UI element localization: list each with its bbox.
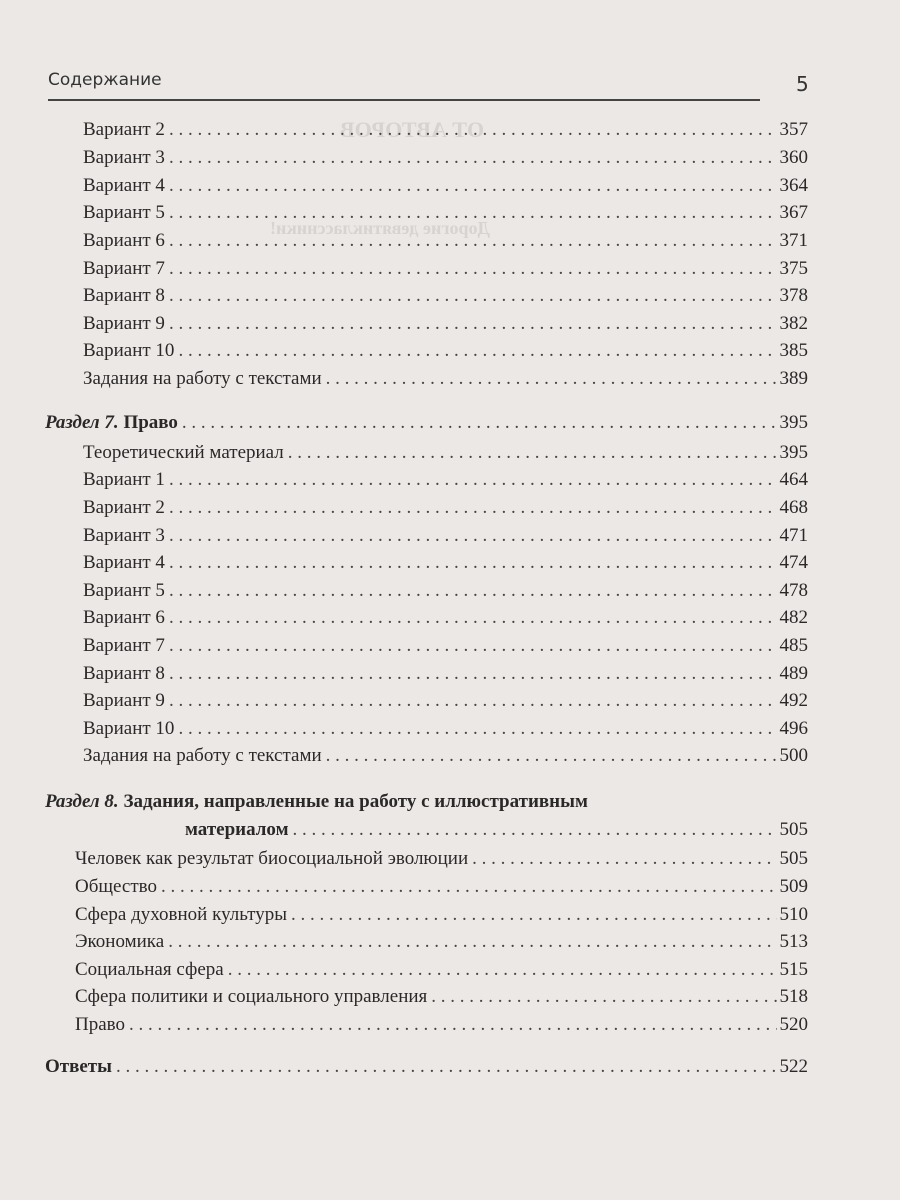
dot-leader xyxy=(116,1055,777,1079)
toc-entry[interactable]: Вариант 4 . . . 364 xyxy=(83,174,808,198)
toc-entry[interactable]: Экономика . . . 513 xyxy=(75,930,808,954)
toc-entry[interactable]: Сфера политики и социального управления . . . 518 xyxy=(75,985,808,1009)
toc-section-8[interactable]: материалом . . . 505 xyxy=(185,818,808,842)
dot-leader xyxy=(129,1013,777,1037)
toc-entry[interactable]: Вариант 2 . . . 357 xyxy=(83,118,808,142)
dot-leader xyxy=(169,551,777,575)
toc-entry[interactable]: Задания на работу с текстами . . . 389 xyxy=(83,367,808,391)
toc-page: 389 xyxy=(779,368,808,389)
toc-answers[interactable]: Ответы . . . 522 xyxy=(45,1055,808,1079)
header-rule xyxy=(48,99,760,101)
toc-page: 474 xyxy=(779,552,808,573)
toc-page: 378 xyxy=(779,285,808,306)
bleed-through-subheading: Дорогие девятиклассники! xyxy=(270,218,490,238)
toc-entry[interactable]: Задания на работу с текстами . . . 500 xyxy=(83,744,808,768)
dot-leader xyxy=(169,468,777,492)
dot-leader xyxy=(169,257,777,281)
toc-page: 505 xyxy=(779,819,808,840)
dot-leader xyxy=(472,847,776,871)
toc-page: 505 xyxy=(779,848,808,869)
toc-section-8-title[interactable]: Раздел 8. Задания, направленные на работу с иллюстративным xyxy=(45,791,588,812)
toc-entry[interactable]: Социальная сфера . . . 515 xyxy=(75,958,808,982)
toc-page: 522 xyxy=(779,1056,808,1077)
dot-leader xyxy=(178,339,776,363)
toc-entry[interactable]: Вариант 3 . . . 360 xyxy=(83,146,808,170)
dot-leader xyxy=(169,496,777,520)
toc-page: 513 xyxy=(779,931,808,952)
toc-page: 518 xyxy=(779,986,808,1007)
dot-leader xyxy=(169,201,777,225)
dot-leader xyxy=(431,985,776,1009)
toc-entry[interactable]: Вариант 5 . . . 367 xyxy=(83,201,808,225)
toc-page: 489 xyxy=(779,663,808,684)
dot-leader xyxy=(169,118,777,142)
toc-page: 468 xyxy=(779,497,808,518)
toc-entry[interactable]: Вариант 8 . . . 378 xyxy=(83,284,808,308)
dot-leader xyxy=(169,634,777,658)
toc-entry[interactable]: Сфера духовной культуры . . . 510 xyxy=(75,903,808,927)
toc-page: 496 xyxy=(779,718,808,739)
toc-entry[interactable]: Теоретический материал . . . 395 xyxy=(83,441,808,465)
toc-page: 500 xyxy=(779,745,808,766)
dot-leader xyxy=(169,689,777,713)
toc-entry[interactable]: Общество . . . 509 xyxy=(75,875,808,899)
toc-entry[interactable]: Вариант 6 . . . 371 xyxy=(83,229,808,253)
toc-page: 385 xyxy=(779,340,808,361)
bleed-through-heading: ОТ АВТОРОВ xyxy=(340,117,485,142)
toc-page: 471 xyxy=(779,525,808,546)
toc-page: 515 xyxy=(779,959,808,980)
dot-leader xyxy=(182,411,777,435)
dot-leader xyxy=(169,284,777,308)
dot-leader xyxy=(169,606,777,630)
toc-entry[interactable]: Вариант 10 . . . 496 xyxy=(83,717,808,741)
toc-page: 360 xyxy=(779,147,808,168)
toc-entry[interactable]: Вариант 7 . . . 375 xyxy=(83,257,808,281)
toc-entry[interactable]: Право . . . 520 xyxy=(75,1013,808,1037)
page-number: 5 xyxy=(796,72,809,96)
toc-entry[interactable]: Вариант 5 . . . 478 xyxy=(83,579,808,603)
dot-leader xyxy=(169,312,777,336)
toc-page: 367 xyxy=(779,202,808,223)
toc-page: 509 xyxy=(779,876,808,897)
toc-page: 520 xyxy=(779,1014,808,1035)
toc-entry[interactable]: Вариант 10 . . . 385 xyxy=(83,339,808,363)
running-header-title: Содержание xyxy=(48,70,162,90)
dot-leader xyxy=(178,717,776,741)
dot-leader xyxy=(169,524,777,548)
dot-leader xyxy=(293,818,777,842)
toc-page: 510 xyxy=(779,904,808,925)
toc-page: 485 xyxy=(779,635,808,656)
toc-entry[interactable]: Вариант 3 . . . 471 xyxy=(83,524,808,548)
dot-leader xyxy=(161,875,776,899)
dot-leader xyxy=(169,579,777,603)
toc-page: 382 xyxy=(779,313,808,334)
dot-leader xyxy=(326,744,777,768)
toc-page: 464 xyxy=(779,469,808,490)
toc-page: 482 xyxy=(779,607,808,628)
toc-page: 478 xyxy=(779,580,808,601)
toc-page: 371 xyxy=(779,230,808,251)
toc-page: 357 xyxy=(779,119,808,140)
dot-leader xyxy=(169,662,777,686)
toc-entry[interactable]: Вариант 6 . . . 482 xyxy=(83,606,808,630)
toc-section-7[interactable]: Раздел 7. Право . . . 395 xyxy=(45,411,808,435)
dot-leader xyxy=(169,229,777,253)
toc-entry[interactable]: Вариант 7 . . . 485 xyxy=(83,634,808,658)
dot-leader xyxy=(288,441,777,465)
toc-entry[interactable]: Вариант 8 . . . 489 xyxy=(83,662,808,686)
dot-leader xyxy=(228,958,777,982)
toc-entry[interactable]: Человек как результат биосоциальной эволюции . . . 505 xyxy=(75,847,808,871)
toc-entry[interactable]: Вариант 1 . . . 464 xyxy=(83,468,808,492)
toc-page: 395 xyxy=(779,442,808,463)
toc-page: 364 xyxy=(779,175,808,196)
toc-page: 492 xyxy=(779,690,808,711)
dot-leader xyxy=(169,146,777,170)
toc-page: 395 xyxy=(779,412,808,433)
toc-page: 375 xyxy=(779,258,808,279)
dot-leader xyxy=(326,367,777,391)
dot-leader xyxy=(169,174,777,198)
dot-leader xyxy=(168,930,776,954)
toc-entry[interactable]: Вариант 9 . . . 382 xyxy=(83,312,808,336)
dot-leader xyxy=(291,903,777,927)
toc-entry[interactable]: Вариант 2 . . . 468 xyxy=(83,496,808,520)
toc-entry[interactable]: Вариант 4 . . . 474 xyxy=(83,551,808,575)
toc-entry[interactable]: Вариант 9 . . . 492 xyxy=(83,689,808,713)
